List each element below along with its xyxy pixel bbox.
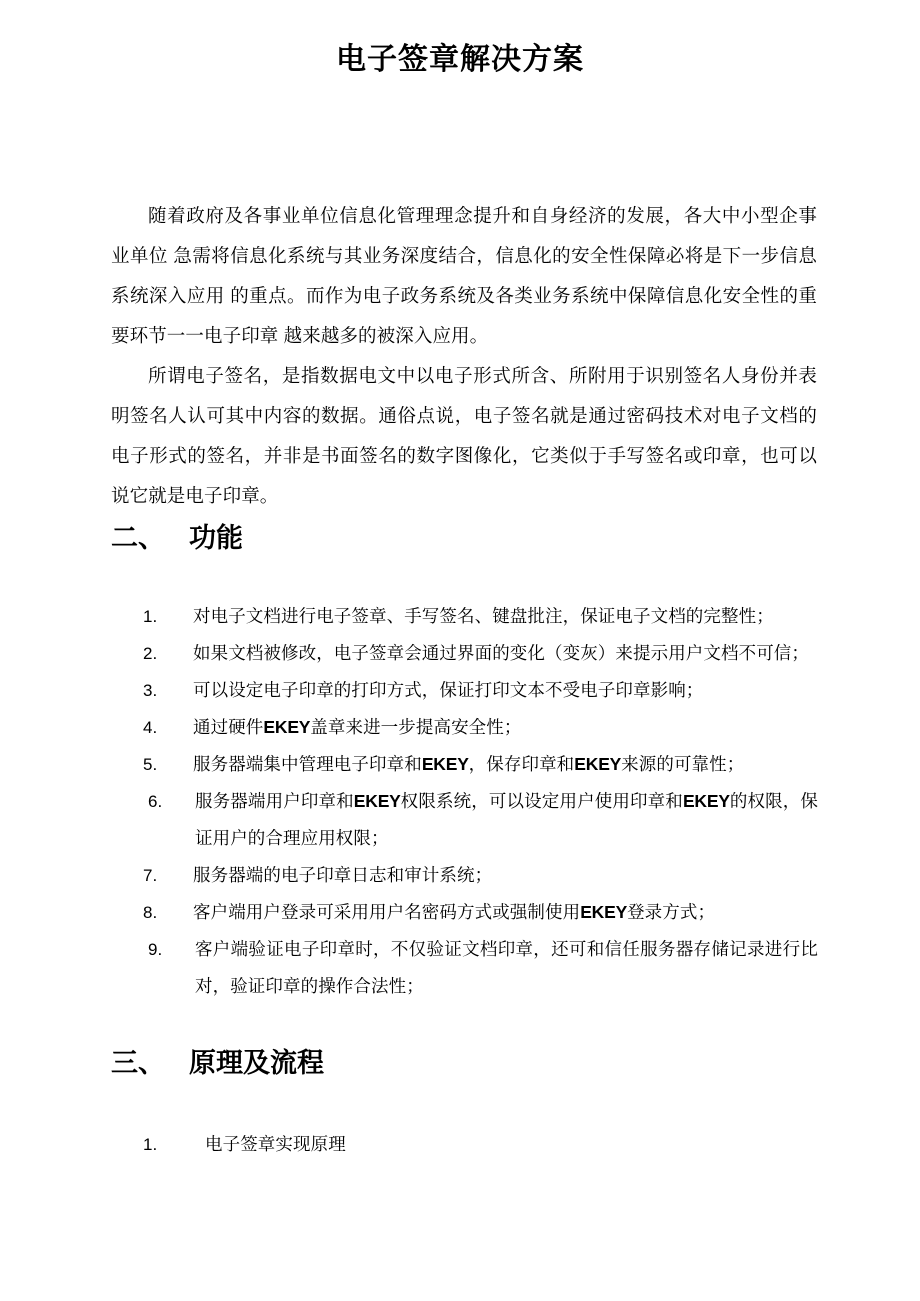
list-item-text: 服务器端的电子印章日志和审计系统；	[193, 865, 493, 885]
list-item	[143, 857, 818, 894]
list-item-text: 客户端验证电子印章时，不仅验证文档印章，还可和信任服务器存储记录进行比对，验证印章的操作合法性；	[195, 939, 818, 996]
section-title: 原理及流程	[189, 1048, 324, 1078]
list-item-marker: 9.	[148, 940, 163, 959]
list-item	[143, 746, 818, 783]
list-item	[143, 672, 818, 709]
list-item	[143, 894, 818, 931]
list-item-marker: 7.	[143, 866, 158, 885]
list-item	[143, 635, 818, 672]
list-item-text: 电子签章实现原理	[205, 1134, 346, 1154]
list-item-marker: 3.	[143, 681, 158, 700]
functions-list	[143, 598, 818, 1005]
section-heading-functions	[111, 518, 243, 558]
list-item-marker: 1.	[143, 607, 158, 626]
list-item-text: 对电子文档进行电子签章、手写签名、键盘批注，保证电子文档的完整性；	[193, 606, 774, 626]
list-item-marker: 8.	[143, 903, 158, 922]
list-item-marker: 6.	[148, 792, 163, 811]
list-item-text: 通过硬件EKEY盖章来进一步提高安全性；	[193, 717, 522, 737]
list-item-text: 服务器端集中管理电子印章和EKEY，保存印章和EKEY来源的可靠性；	[193, 754, 745, 774]
section-number: 二、	[111, 523, 165, 553]
list-item-marker: 2.	[143, 644, 158, 663]
list-item	[143, 783, 818, 857]
list-item-marker: 1.	[143, 1135, 158, 1154]
paragraph: 所谓电子签名，是指数据电文中以电子形式所含、所附用于识别签名人身份并表 明签名人认可其中内容的数据。通俗点说，电子签名就是通过密码技术对电子文档的 电子形式的签名，并非是书面签名的数字图像化，它类似于手写签名或印章，也可以 说它就是电子印章。	[111, 365, 817, 506]
section-heading-principle	[111, 1043, 324, 1083]
list-item-text: 客户端用户登录可采用用户名密码方式或强制使用EKEY登录方式；	[193, 902, 716, 922]
list-item-text: 服务器端用户印章和EKEY权限系统，可以设定用户使用印章和EKEY的权限，保 证用户的合理应用权限；	[195, 791, 819, 848]
list-item	[143, 709, 818, 746]
document-title: 电子签章解决方案	[336, 43, 584, 76]
list-item-marker: 4.	[143, 718, 158, 737]
paragraph: 随着政府及各事业单位信息化管理理念提升和自身经济的发展，各大中小型企事业单位 急需将信息化系统与其业务深度结合，信息化的安全性保障必将是下一步信息系统深入应用 的重点。而作为电子政务系统及各类业务系统中保障信息化安全性的重要环节一一电子印章 越来越多的被深入应用。	[111, 205, 817, 346]
section-title: 功能	[189, 523, 243, 553]
principle-list	[143, 1126, 818, 1163]
intro-body	[111, 196, 817, 516]
list-item	[143, 598, 818, 635]
list-item	[143, 931, 818, 1005]
list-item	[143, 1126, 818, 1163]
list-item-marker: 5.	[143, 755, 158, 774]
section-number: 三、	[111, 1048, 165, 1078]
list-item-text: 如果文档被修改，电子签章会通过界面的变化（变灰）来提示用户文档不可信；	[193, 643, 809, 663]
list-item-text: 可以设定电子印章的打印方式，保证打印文本不受电子印章影响；	[193, 680, 704, 700]
